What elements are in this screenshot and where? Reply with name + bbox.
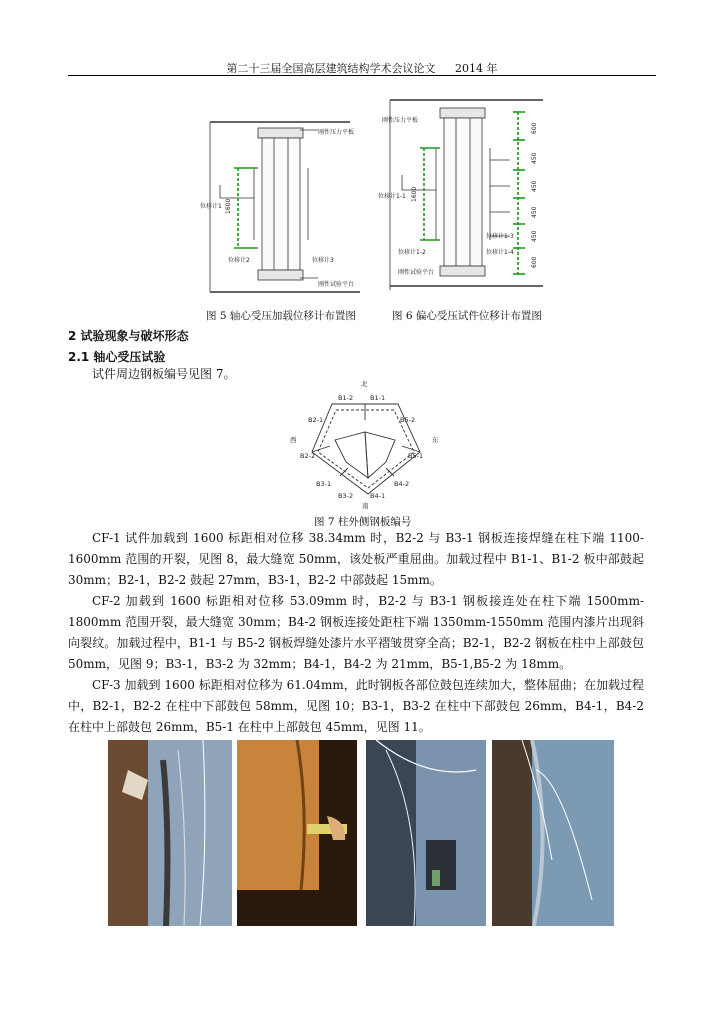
subsection-heading: 2.1 轴心受压试验 xyxy=(68,350,166,364)
figure-5-caption: 图 5 轴心受压加载位移计布置图 xyxy=(206,310,356,322)
fig5-gauge3-label: 位移计3 xyxy=(312,257,334,264)
fig6-base-label: 刚性试验平台 xyxy=(398,269,435,276)
fig7-west: 西 xyxy=(290,436,297,444)
fig5-top-plate-label: 刚性压力平板 xyxy=(318,129,355,136)
fig7-b5-1: B5-1 xyxy=(408,452,424,460)
fig6-top-plate-label: 刚性压力平板 xyxy=(382,117,419,124)
paragraph-cf1: CF-1 试件加载到 1600 标距相对位移 38.34mm 时，B2-2 与 B3-1 钢板连接焊缝在柱下端 1100-1600mm 范围的开裂，见图 8，最大缝宽 50mm，该处板严重屈曲。加载过程中 B1-1、B1-2 板中部鼓起 30mm；B2-1，B2-2 鼓起 27mm，B3-1，B2-2 中部鼓起 15mm。 xyxy=(68,531,644,587)
fig5-gauge2-label: 位移计2 xyxy=(228,257,250,264)
fig7-b1-1: B1-1 xyxy=(370,394,386,402)
fig7-b2-1: B2-1 xyxy=(308,416,324,424)
fig6-dim-450-d: 450 xyxy=(531,230,538,242)
figure-7-diagram xyxy=(290,380,440,510)
header-year: 2014 年 xyxy=(455,62,498,75)
figure-5-diagram xyxy=(200,90,370,300)
header-rule xyxy=(68,75,656,76)
fig6-dim-600-top: 600 xyxy=(531,122,538,134)
fig6-gauge1-4-label: 位移计1-4 xyxy=(486,249,514,256)
figure-6-caption: 图 6 偏心受压试件位移计布置图 xyxy=(392,310,542,322)
fig7-b5-2: B5-2 xyxy=(400,416,416,424)
fig5-base-label: 刚性试验平台 xyxy=(318,281,355,288)
fig6-dim-450-c: 450 xyxy=(531,206,538,218)
fig6-dim-600-bottom: 600 xyxy=(531,256,538,268)
fig7-east: 东 xyxy=(432,436,439,444)
fig5-dim-label: 1600 xyxy=(225,198,232,214)
paragraph-cf3: CF-3 加载到 1600 标距相对位移为 61.04mm，此时钢板各部位鼓包连续加大，整体屈曲；在加载过程中，B2-1，B2-2 在柱中下部鼓包 58mm，见图 10；B3-1，B3-2 在柱中下部鼓包 26mm，B4-1，B4-2 在柱中上部鼓包 26mm，B5-1 在柱中上部鼓包 45mm，见图 11。 xyxy=(68,678,644,734)
fig7-b3-2: B3-2 xyxy=(338,492,354,500)
figure-6-diagram xyxy=(378,90,553,300)
fig7-b1-2: B1-2 xyxy=(338,394,354,402)
intro-paragraph: 试件周边钢板编号见图 7。 xyxy=(92,367,236,381)
photo-plate-local-bulge xyxy=(492,740,614,926)
photo-cf1-weld-crack xyxy=(108,740,232,926)
fig7-b3-1: B3-1 xyxy=(316,480,332,488)
fig6-gauge1-1-label: 位移计1-1 xyxy=(378,193,406,200)
fig6-dim-450-b: 450 xyxy=(531,180,538,192)
fig7-b4-2: B4-2 xyxy=(394,480,410,488)
figure-7-caption: 图 7 柱外侧钢板编号 xyxy=(314,516,412,528)
fig6-dim-label: 1600 xyxy=(411,186,418,202)
fig6-dim-450-a: 450 xyxy=(531,152,538,164)
conference-title: 第二十三届全国高层建筑结构学术会议论文 xyxy=(226,62,436,75)
fig7-north: 北 xyxy=(361,380,368,388)
fig6-gauge1-3-label: 位移计1-3 xyxy=(486,233,514,240)
photo-cf2-plate-bulge xyxy=(237,740,357,926)
fig7-south: 南 xyxy=(362,502,369,510)
fig5-gauge1-label: 位移计1 xyxy=(200,203,222,210)
paragraph-cf2: CF-2 加载到 1600 标距相对位移 53.09mm 时，B2-2 与 B3-1 钢板接连处在柱下端 1500mm-1800mm 范围开裂，最大缝宽 30mm；B4-2 钢板连接处距柱下端 1350mm-1550mm 范围内漆片出现斜向裂纹。加载过程中，B1-1 与 B5-2 钢板焊缝处漆片水平褶皱贯穿全高；B2-1，B2-2 钢板在柱中上部鼓包 50mm，见图 9；B3-1，B3-2 为 32mm；B4-1，B4-2 为 21mm，B5-1,B5-2 为 18mm。 xyxy=(68,594,644,671)
fig6-gauge1-2-label: 位移计1-2 xyxy=(398,249,426,256)
section-heading: 2 试验现象与破坏形态 xyxy=(68,329,189,343)
photo-cf3-buckling xyxy=(366,740,486,926)
fig7-b4-1: B4-1 xyxy=(370,492,386,500)
fig7-b2-2: B2-2 xyxy=(300,452,316,460)
running-header xyxy=(0,60,724,76)
